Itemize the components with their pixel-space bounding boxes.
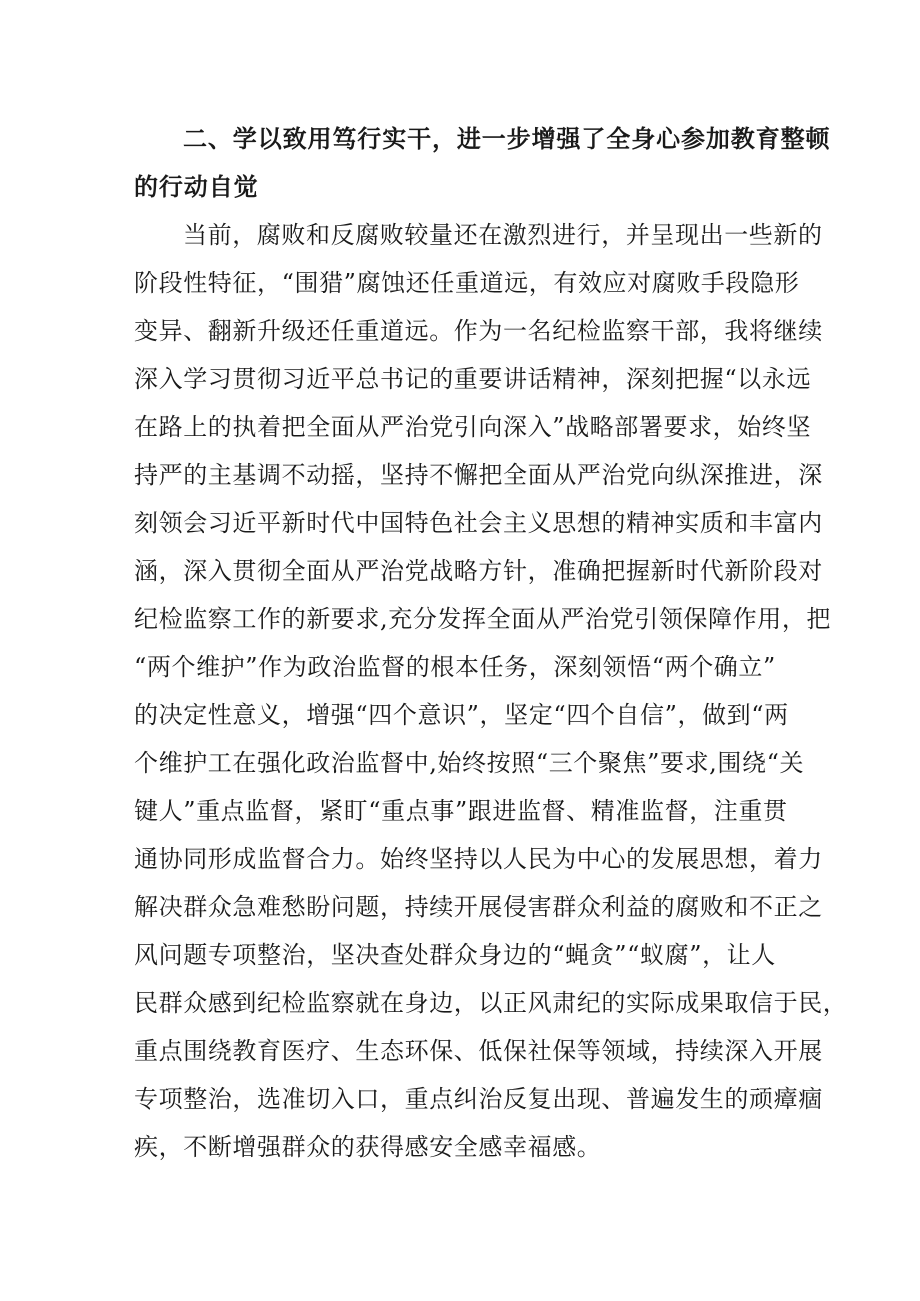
paragraph-line: 重点围绕教育医疗、生态环保、低保社保等领域，持续深入开展 xyxy=(134,1037,823,1065)
paragraph-line: 个维护工在强化政治监督中,始终按照“三个聚焦”要求,围绕“关 xyxy=(134,749,805,777)
paragraph-line: 变异、翻新升级还任重道远。作为一名纪检监察干部，我将继续 xyxy=(134,317,823,345)
paragraph-line: 键人”重点监督，紧盯“重点事”跟进监督、精准监督，注重贯 xyxy=(134,797,788,825)
section-heading-line-2: 的行动自觉 xyxy=(134,173,259,201)
section-heading-line-1: 二、学以致用笃行实干，进一步增强了全身心参加教育整顿 xyxy=(183,125,831,153)
paragraph-line: 专项整治，选准切入口，重点纠治反复出现、普遍发生的顽瘴痼 xyxy=(134,1085,823,1113)
paragraph-line: 阶段性特征，“围猎”腐蚀还任重道远，有效应对腐败手段隐形 xyxy=(134,269,800,297)
paragraph-line: 的决定性意义，增强“四个意识”，坚定“四个自信”，做到“两 xyxy=(134,701,789,729)
paragraph-line: 解决群众急难愁盼问题，持续开展侵害群众利益的腐败和不正之 xyxy=(134,893,823,921)
paragraph-line: 疾，不断增强群众的获得感安全感幸福感。 xyxy=(134,1133,602,1161)
paragraph-line: “两个维护”作为政治监督的根本任务，深刻领悟“两个确立” xyxy=(134,653,776,681)
paragraph-line: 当前，腐败和反腐败较量还在激烈进行，并呈现出一些新的 xyxy=(183,221,823,249)
paragraph-line: 持严的主基调不动摇，坚持不懈把全面从严治党向纵深推进，深 xyxy=(134,461,823,489)
paragraph-line: 通协同形成监督合力。始终坚持以人民为中心的发展思想，着力 xyxy=(134,845,823,873)
paragraph-line: 纪检监察工作的新要求,充分发挥全面从严治党引领保障作用，把 xyxy=(134,605,832,633)
paragraph-line: 刻领会习近平新时代中国特色社会主义思想的精神实质和丰富内 xyxy=(134,509,823,537)
paragraph-line: 风问题专项整治，坚决查处群众身边的“蝇贪”“蚁腐”，让人 xyxy=(134,941,776,969)
paragraph-line: 在路上的执着把全面从严治党引向深入”战略部署要求，始终坚 xyxy=(134,413,812,441)
paragraph-line: 深入学习贯彻习近平总书记的重要讲话精神，深刻把握“以永远 xyxy=(134,365,812,393)
paragraph-line: 民群众感到纪检监察就在身边，以正风肃纪的实际成果取信于民， xyxy=(134,989,848,1017)
paragraph-line: 涵，深入贯彻全面从严治党战略方针，准确把握新时代新阶段对 xyxy=(134,557,823,585)
